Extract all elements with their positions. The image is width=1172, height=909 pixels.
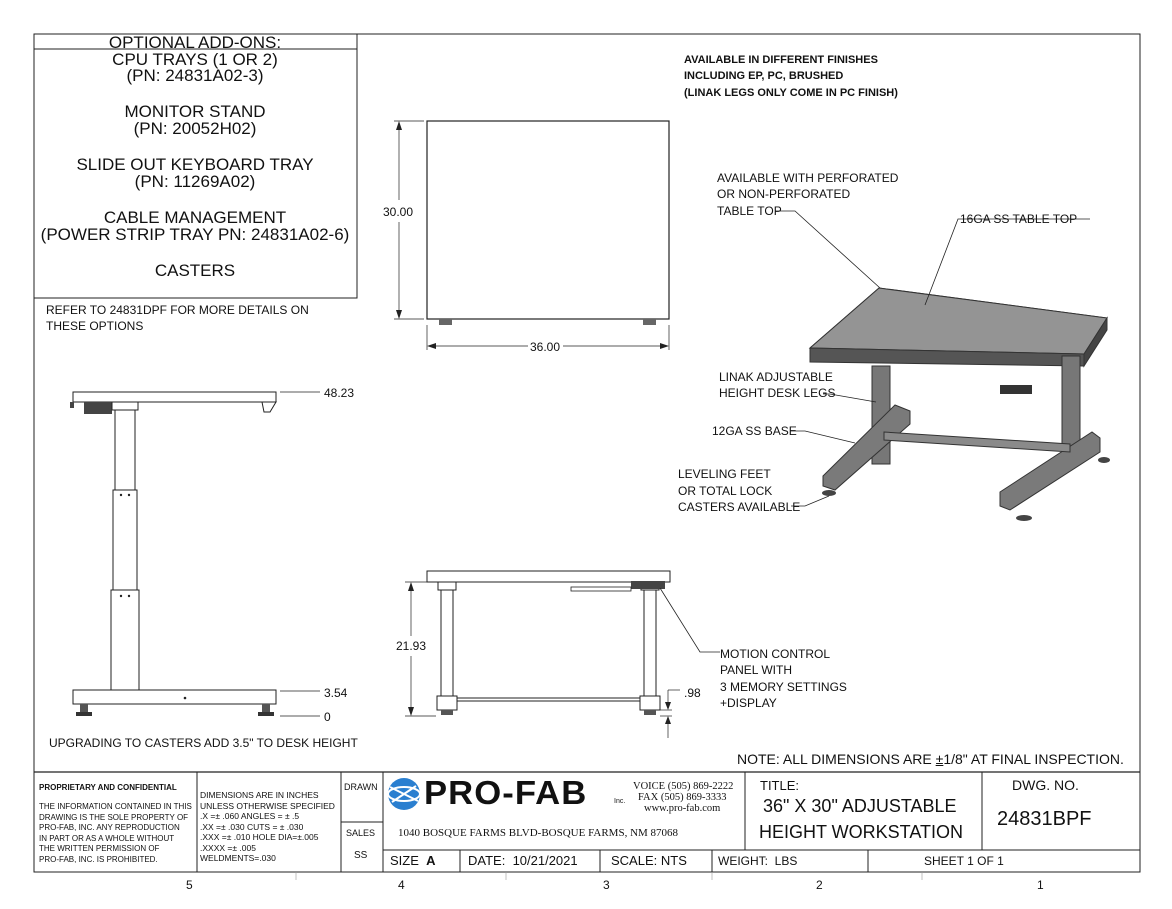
dim-base-height: 3.54 <box>324 686 348 700</box>
dim-foot-height: .98 <box>684 686 701 700</box>
addon-monitor-stand: MONITOR STAND <box>124 102 266 121</box>
website: www.pro-fab.com <box>644 803 721 814</box>
finishes-line2: INCLUDING EP, PC, BRUSHED <box>684 70 844 82</box>
addon-cpu-trays: CPU TRAYS (1 OR 2) <box>112 50 278 69</box>
callout-feet-1: LEVELING FEET <box>678 467 771 481</box>
refer-note-line2: THESE OPTIONS <box>46 319 144 333</box>
weight-field: WEIGHT: LBS <box>718 854 798 868</box>
addon-cable-management-pn: (POWER STRIP TRAY PN: 24831A02-6) <box>40 225 350 244</box>
callout-perforated-3: TABLE TOP <box>717 204 782 218</box>
callout-motion-4: +DISPLAY <box>720 696 777 710</box>
callout-motion-2: PANEL WITH <box>720 663 793 677</box>
callout-legs-1: LINAK ADJUSTABLE <box>719 370 833 384</box>
zone-5: 5 <box>186 878 193 892</box>
finishes-line3: (LINAK LEGS ONLY COME IN PC FINISH) <box>684 87 898 99</box>
tolerance-note: NOTE: ALL DIMENSIONS ARE ±1/8" AT FINAL INSPECTION. <box>737 751 1124 767</box>
dim-max-height: 48.23 <box>324 386 355 400</box>
scale-field: SCALE: NTS <box>611 853 687 868</box>
size-field: SIZE A <box>390 853 436 868</box>
callout-motion-3: 3 MEMORY SETTINGS <box>720 680 847 694</box>
dim-zero: 0 <box>324 710 331 724</box>
dim-top-width: 36.00 <box>530 340 561 354</box>
casters-note: UPGRADING TO CASTERS ADD 3.5" TO DESK HEIGHT <box>49 736 358 750</box>
dwg-no: 24831BPF <box>997 808 1092 830</box>
side-view <box>70 392 320 716</box>
callout-table-top: 16GA SS TABLE TOP <box>960 212 1078 226</box>
sales-label: SALES <box>346 828 376 838</box>
drawn-label: DRAWN <box>344 782 378 792</box>
addon-keyboard-tray: SLIDE OUT KEYBOARD TRAY <box>76 155 314 174</box>
tolerance-block: DIMENSIONS ARE IN INCHES UNLESS OTHERWISE SPECIFIED .X =± .060 ANGLES = ± .5 .XX =± .030 CUTS = ± .030 .XXX =± .010 HOLE DIA=±.005 .XXXX =± .005 WELDMENTS=.030 <box>200 790 335 863</box>
logo-text: PRO-FAB <box>424 774 588 811</box>
callout-perforated-1: AVAILABLE WITH PERFORATED <box>717 171 899 185</box>
date-field: DATE: 10/21/2021 <box>468 853 578 868</box>
isometric-view <box>775 211 1110 521</box>
addon-casters: CASTERS <box>154 261 236 280</box>
zone-4: 4 <box>398 878 405 892</box>
addons-title: OPTIONAL ADD-ONS: <box>108 33 282 52</box>
addon-cable-management: CABLE MANAGEMENT <box>103 208 287 227</box>
logo-inc: Inc. <box>614 798 626 805</box>
callout-feet-2: OR TOTAL LOCK <box>678 484 773 498</box>
sales-value: SS <box>354 850 368 861</box>
front-view <box>405 571 720 738</box>
refer-note-line1: REFER TO 24831DPF FOR MORE DETAILS ON <box>46 303 309 317</box>
callout-feet-3: CASTERS AVAILABLE <box>678 500 801 514</box>
callout-perforated-2: OR NON-PERFORATED <box>717 187 851 201</box>
drawing-title-line1: 36" X 30" ADJUSTABLE <box>763 796 957 816</box>
dim-top-height: 30.00 <box>383 205 414 219</box>
finishes-line1: AVAILABLE IN DIFFERENT FINISHES <box>684 54 878 66</box>
dim-front-height: 21.93 <box>396 639 427 653</box>
address: 1040 BOSQUE FARMS BLVD-BOSQUE FARMS, NM 87068 <box>398 827 679 839</box>
sheet-field: SHEET 1 OF 1 <box>924 854 1004 868</box>
callout-base: 12GA SS BASE <box>712 424 797 438</box>
addon-monitor-stand-pn: (PN: 20052H02) <box>133 119 257 138</box>
proprietary-title: PROPRIETARY AND CONFIDENTIAL <box>39 783 177 792</box>
addon-keyboard-tray-pn: (PN: 11269A02) <box>134 172 256 191</box>
zone-3: 3 <box>603 878 610 892</box>
pro-fab-logo <box>388 778 420 810</box>
drawing-title-line2: HEIGHT WORKSTATION <box>759 822 964 842</box>
fax-number: FAX (505) 869-3333 <box>638 792 727 803</box>
addon-cpu-trays-pn: (PN: 24831A02-3) <box>126 66 264 85</box>
callout-legs-2: HEIGHT DESK LEGS <box>719 386 836 400</box>
voice-number: VOICE (505) 869-2222 <box>633 781 734 792</box>
title-label: TITLE: <box>760 778 800 793</box>
dwg-no-label: DWG. NO. <box>1012 777 1079 793</box>
zone-1: 1 <box>1037 878 1044 892</box>
proprietary-text: THE INFORMATION CONTAINED IN THIS DRAWING IS THE SOLE PROPERTY OF PRO-FAB, INC. ANY REPRODUCTION IN PART OR AS A WHOLE WITHOUT THE WRITTEN PERMISSION OF PRO-FAB, INC. IS PROHIBITED. <box>39 802 192 864</box>
top-view <box>394 121 669 350</box>
callout-motion-1: MOTION CONTROL <box>720 647 830 661</box>
zone-2: 2 <box>816 878 823 892</box>
